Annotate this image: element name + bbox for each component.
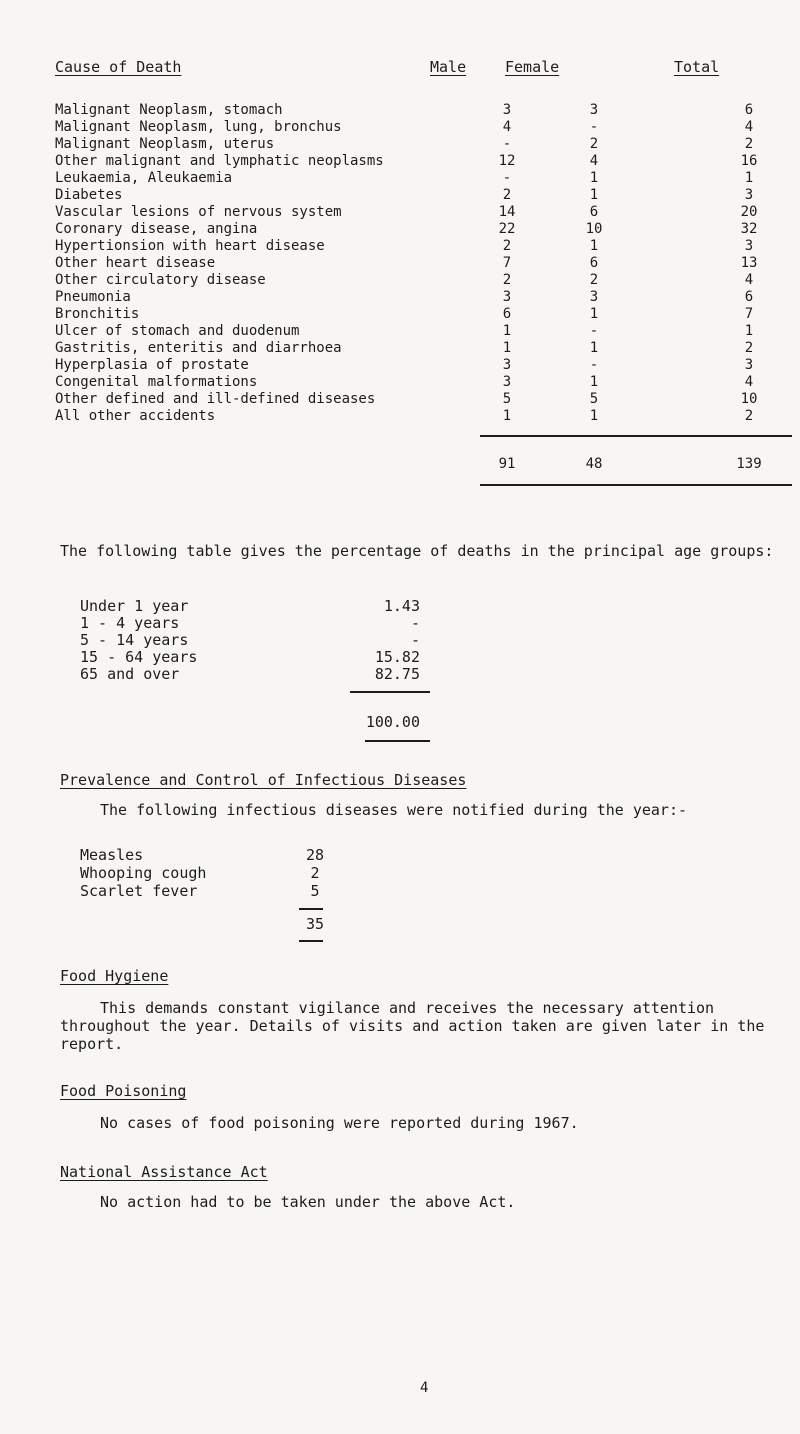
male-count: 1	[502, 340, 512, 356]
cause-name: Malignant Neoplasm, stomach	[55, 102, 283, 118]
age-group-percent: 82.75	[374, 665, 420, 683]
age-group-percent: -	[410, 631, 420, 649]
table-row	[55, 153, 758, 170]
infectious-total-row	[80, 915, 380, 933]
male-count: -	[502, 170, 512, 186]
male-total: 91	[498, 456, 516, 472]
age-group-label: 15 - 64 years	[80, 648, 198, 666]
food-hygiene-line-3: report.	[60, 1035, 124, 1053]
food-poisoning-text: No cases of food poisoning were reported during 1967.	[100, 1114, 579, 1132]
total-count: 4	[744, 119, 754, 135]
food-hygiene-line-1: This demands constant vigilance and receives the necessary attention	[100, 999, 715, 1017]
header-cause-of-death: Cause of Death	[55, 58, 182, 76]
male-count: 2	[502, 238, 512, 254]
grand-total: 139	[736, 456, 762, 472]
food-poisoning-heading: Food Poisoning	[60, 1082, 187, 1100]
total-count: 2	[744, 408, 754, 424]
table-row	[55, 136, 755, 153]
female-count: 1	[589, 170, 599, 186]
female-count: 1	[589, 374, 599, 390]
male-count: 5	[502, 391, 512, 407]
female-count: -	[589, 119, 599, 135]
total-count: 2	[744, 136, 754, 152]
percent-total-rule-bottom	[365, 740, 430, 742]
list-item	[80, 631, 480, 649]
total-count: 4	[744, 272, 754, 288]
cause-name: Ulcer of stomach and duodenum	[55, 323, 300, 339]
totals-rule-top	[480, 435, 792, 437]
female-count: -	[589, 357, 599, 373]
table-row	[55, 323, 755, 340]
national-assistance-heading: National Assistance Act	[60, 1163, 268, 1181]
table-row	[55, 272, 755, 289]
total-count: 16	[740, 153, 758, 169]
cause-name: Gastritis, enteritis and diarrhoea	[55, 340, 342, 356]
table-row	[55, 204, 758, 221]
age-groups-intro: The following table gives the percentage of deaths in the principal age groups:	[60, 542, 774, 560]
male-count: 3	[502, 289, 512, 305]
male-count: 1	[502, 323, 512, 339]
total-count: 3	[744, 357, 754, 373]
female-count: 4	[589, 153, 599, 169]
male-count: 22	[498, 221, 516, 237]
female-count: 10	[585, 221, 603, 237]
female-count: 1	[589, 187, 599, 203]
infectious-total-rule-bottom	[299, 940, 323, 942]
cause-name: Malignant Neoplasm, lung, bronchus	[55, 119, 342, 135]
food-hygiene-line-2: throughout the year. Details of visits and action taken are given later in the	[60, 1017, 765, 1035]
table-row	[55, 238, 755, 255]
female-total: 48	[585, 456, 603, 472]
female-count: 5	[589, 391, 599, 407]
table-row	[55, 391, 758, 408]
percent-total-rule	[350, 691, 430, 693]
header-male: Male	[430, 58, 467, 76]
total-count: 10	[740, 391, 758, 407]
male-count: 1	[502, 408, 512, 424]
female-count: 1	[589, 238, 599, 254]
total-count: 6	[744, 102, 754, 118]
female-count: 2	[589, 136, 599, 152]
male-count: 2	[502, 272, 512, 288]
table-row	[55, 306, 755, 323]
age-group-percent: -	[410, 614, 420, 632]
male-count: 2	[502, 187, 512, 203]
cause-name: Diabetes	[55, 187, 123, 203]
male-count: 3	[502, 102, 512, 118]
male-count: 12	[498, 153, 516, 169]
infectious-total: 35	[305, 915, 325, 933]
cause-name: Other heart disease	[55, 255, 216, 271]
cause-name: Other circulatory disease	[55, 272, 266, 288]
disease-count: 5	[310, 882, 320, 900]
total-count: 6	[744, 289, 754, 305]
cause-name: All other accidents	[55, 408, 216, 424]
female-count: 1	[589, 408, 599, 424]
female-count: 2	[589, 272, 599, 288]
table-row	[55, 221, 758, 238]
table-row	[55, 187, 755, 204]
total-count: 7	[744, 306, 754, 322]
female-count: 3	[589, 289, 599, 305]
female-count: 1	[589, 340, 599, 356]
female-count: 3	[589, 102, 599, 118]
total-count: 4	[744, 374, 754, 390]
cause-name: Hypertionsion with heart disease	[55, 238, 325, 254]
food-hygiene-heading: Food Hygiene	[60, 967, 169, 985]
percent-total-row	[80, 713, 480, 731]
male-count: -	[502, 136, 512, 152]
list-item	[80, 597, 480, 615]
totals-row	[55, 456, 762, 473]
female-count: -	[589, 323, 599, 339]
table-row	[55, 255, 758, 272]
female-count: 6	[589, 204, 599, 220]
table-row	[55, 374, 755, 391]
male-count: 4	[502, 119, 512, 135]
national-assistance-text: No action had to be taken under the above Act.	[100, 1193, 516, 1211]
list-item	[80, 864, 380, 882]
age-group-label: 1 - 4 years	[80, 614, 180, 632]
cause-name: Leukaemia, Aleukaemia	[55, 170, 233, 186]
list-item	[80, 665, 480, 683]
disease-count: 2	[310, 864, 320, 882]
table-row	[55, 170, 755, 187]
age-group-percent: 1.43	[383, 597, 420, 615]
total-count: 2	[744, 340, 754, 356]
list-item	[80, 846, 380, 864]
age-group-label: 65 and over	[80, 665, 180, 683]
header-total: Total	[674, 58, 720, 76]
female-count: 6	[589, 255, 599, 271]
age-group-label: Under 1 year	[80, 597, 189, 615]
list-item	[80, 648, 480, 666]
cause-name: Bronchitis	[55, 306, 140, 322]
cause-name: Malignant Neoplasm, uterus	[55, 136, 275, 152]
list-item	[80, 882, 380, 900]
percent-total: 100.00	[365, 713, 420, 731]
female-count: 1	[589, 306, 599, 322]
cause-name: Vascular lesions of nervous system	[55, 204, 342, 220]
age-group-label: 5 - 14 years	[80, 631, 189, 649]
cause-name: Congenital malformations	[55, 374, 258, 390]
cause-name: Pneumonia	[55, 289, 131, 305]
male-count: 3	[502, 357, 512, 373]
total-count: 3	[744, 187, 754, 203]
infectious-total-rule	[299, 908, 323, 910]
disease-name: Measles	[80, 846, 144, 864]
list-item	[80, 614, 480, 632]
male-count: 7	[502, 255, 512, 271]
table-row	[55, 340, 755, 357]
total-count: 1	[744, 323, 754, 339]
disease-name: Scarlet fever	[80, 882, 198, 900]
table-row	[55, 408, 755, 425]
infectious-heading: Prevalence and Control of Infectious Diseases	[60, 771, 467, 789]
cause-name: Other malignant and lymphatic neoplasms	[55, 153, 384, 169]
total-count: 3	[744, 238, 754, 254]
cause-name: Other defined and ill-defined diseases	[55, 391, 376, 407]
disease-count: 28	[305, 846, 325, 864]
table-row	[55, 357, 755, 374]
male-count: 14	[498, 204, 516, 220]
disease-name: Whooping cough	[80, 864, 207, 882]
male-count: 3	[502, 374, 512, 390]
infectious-intro: The following infectious diseases were notified during the year:-	[100, 801, 687, 819]
totals-rule-bottom	[480, 484, 792, 486]
table-row	[55, 102, 755, 119]
table-row	[55, 289, 755, 306]
header-female: Female	[505, 58, 560, 76]
male-count: 6	[502, 306, 512, 322]
total-count: 13	[740, 255, 758, 271]
cause-name: Coronary disease, angina	[55, 221, 258, 237]
table-row	[55, 119, 755, 136]
age-group-percent: 15.82	[374, 648, 420, 666]
cause-name: Hyperplasia of prostate	[55, 357, 249, 373]
total-count: 32	[740, 221, 758, 237]
total-count: 20	[740, 204, 758, 220]
total-count: 1	[744, 170, 754, 186]
page-number: 4	[420, 1380, 429, 1396]
